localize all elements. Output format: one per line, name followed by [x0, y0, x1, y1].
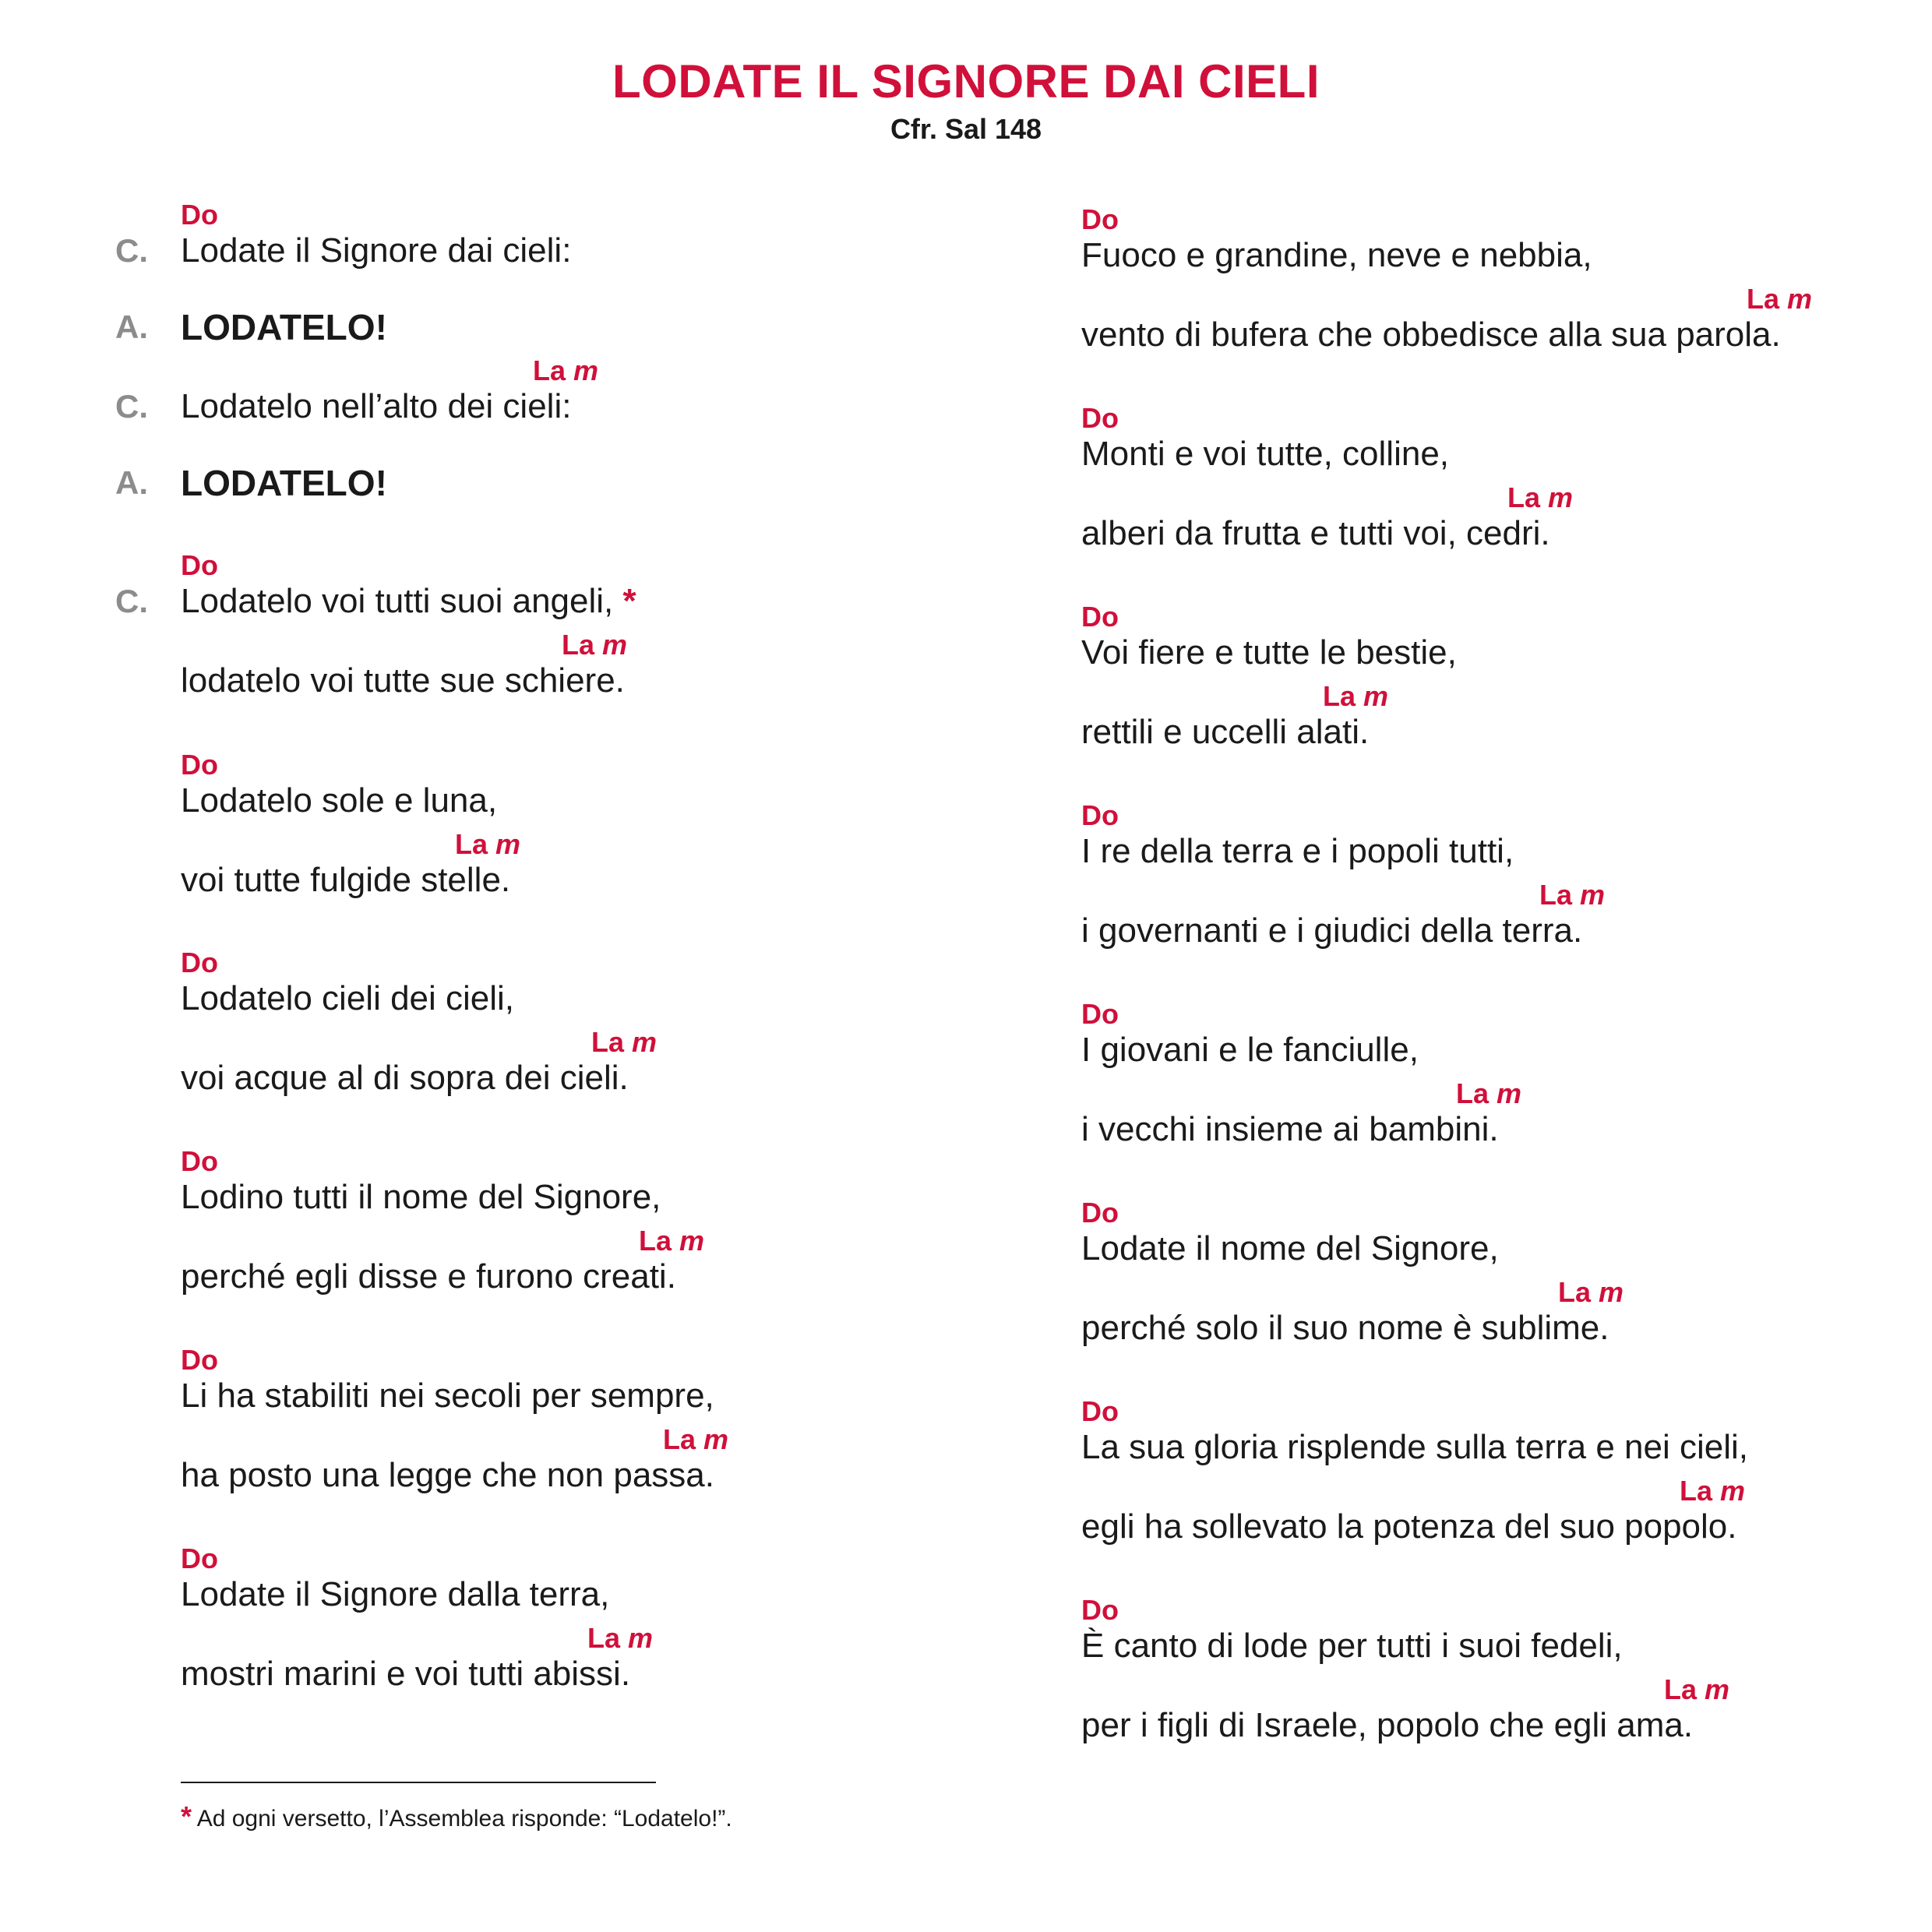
chord-root: La	[1558, 1276, 1592, 1308]
chord-minor-suffix: m	[703, 1423, 729, 1455]
verse-line-text: Lodatelo voi tutti suoi angeli,	[181, 582, 614, 620]
chord-do: Do	[1081, 998, 1119, 1030]
chord-minor-suffix: m	[1548, 481, 1574, 513]
chord-la-minor	[591, 1027, 657, 1058]
verse-line: ha posto una legge che non passa.	[181, 1456, 714, 1494]
chord-do: Do	[181, 199, 218, 231]
verse-line: Lodatelo sole e luna,	[181, 781, 498, 820]
verse-line: Monti e voi tutte, colline,	[1081, 435, 1450, 473]
footnote-text: Ad ogni versetto, l’Assemblea risponde: “Lodatelo!”.	[196, 1806, 732, 1832]
chord-do: Do	[181, 749, 218, 781]
role-assembly: A.	[115, 308, 148, 345]
chord-root: La	[1507, 481, 1541, 513]
chord-minor-suffix: m	[1363, 680, 1389, 712]
verse-line: i governanti e i giudici della terra.	[1081, 911, 1583, 950]
chord-do: Do	[1081, 203, 1119, 235]
verse-line: Lodate il Signore dalla terra,	[181, 1575, 610, 1613]
verse-line: È canto di lode per tutti i suoi fedeli,	[1081, 1627, 1623, 1665]
chord-la-minor	[1747, 284, 1812, 315]
assembly-response: LODATELO!	[181, 463, 387, 503]
chord-minor-suffix: m	[602, 629, 628, 661]
verse-line: Fuoco e grandine, neve e nebbia,	[1081, 236, 1592, 274]
verse-line: vento di bufera che obbedisce alla sua parola.	[1081, 316, 1781, 354]
song-header	[0, 55, 1932, 146]
chord-do: Do	[181, 947, 218, 978]
chord-minor-suffix: m	[1580, 879, 1606, 911]
verse-line: lodatelo voi tutte sue schiere.	[181, 661, 625, 700]
chord-minor-suffix: m	[1720, 1475, 1746, 1507]
chord-root: La	[1680, 1475, 1713, 1507]
verse-line: alberi da frutta e tutti voi, cedri.	[1081, 514, 1550, 552]
chord-do: Do	[181, 1145, 218, 1177]
verse-line: mostri marini e voi tutti abissi.	[181, 1655, 631, 1693]
verse-line: I re della terra e i popoli tutti,	[1081, 832, 1514, 870]
role-cantor: C.	[115, 583, 148, 619]
chord-do: Do	[181, 1542, 218, 1574]
chord-do: Do	[181, 549, 218, 581]
chord-root: La	[587, 1622, 621, 1654]
verse-line: Voi fiere e tutte le bestie,	[1081, 633, 1457, 672]
chord-do: Do	[1081, 1197, 1119, 1229]
verse-line: Lodatelo nell’alto dei cieli:	[181, 387, 572, 425]
chord-minor-suffix: m	[628, 1622, 654, 1654]
chord-root: La	[591, 1026, 625, 1058]
footnote	[181, 1802, 732, 1834]
verse-line: Lodate il Signore dai cieli:	[181, 231, 572, 270]
verse-line: Lodatelo cieli dei cieli,	[181, 979, 515, 1017]
chord-do: Do	[1081, 601, 1119, 633]
verse-line: i vecchi insieme ai bambini.	[1081, 1110, 1499, 1148]
chord-root: La	[455, 828, 488, 860]
song-title: LODATE IL SIGNORE DAI CIELI	[612, 55, 1320, 108]
chord-minor-suffix: m	[679, 1225, 705, 1257]
chord-root: La	[562, 629, 595, 661]
chord-minor-suffix: m	[495, 828, 521, 860]
chord-do: Do	[1081, 402, 1119, 434]
chord-minor-suffix: m	[573, 354, 599, 386]
chord-la-minor	[1507, 482, 1573, 513]
chord-do: Do	[1081, 1594, 1119, 1626]
footnote-asterisk: *	[181, 1800, 192, 1832]
verse-line: Li ha stabiliti nei secoli per sempre,	[181, 1377, 714, 1415]
verse-line: voi tutte fulgide stelle.	[181, 861, 511, 899]
role-assembly: A.	[115, 464, 148, 501]
chord-la-minor	[663, 1424, 728, 1455]
chord-root: La	[639, 1225, 672, 1257]
chord-root: La	[1747, 283, 1780, 315]
assembly-response: LODATELO!	[181, 307, 387, 347]
footnote-asterisk: *	[622, 582, 636, 620]
verse-line: Lodate il nome del Signore,	[1081, 1229, 1499, 1267]
verse-line: perché solo il suo nome è sublime.	[1081, 1309, 1609, 1347]
chord-root: La	[1664, 1673, 1698, 1705]
chord-do: Do	[1081, 799, 1119, 831]
chord-la-minor	[562, 629, 627, 661]
chord-la-minor	[1664, 1674, 1729, 1705]
chord-la-minor	[1558, 1277, 1624, 1308]
verse-line: La sua gloria risplende sulla terra e nei cieli,	[1081, 1428, 1749, 1466]
psalm-reference: Cfr. Sal 148	[890, 113, 1042, 145]
chord-root: La	[1539, 879, 1573, 911]
chord-la-minor	[1680, 1475, 1745, 1507]
chord-la-minor	[1323, 681, 1388, 712]
chord-la-minor	[455, 829, 520, 860]
verse-line: egli ha sollevato la potenza del suo popolo.	[1081, 1507, 1737, 1546]
verse-line: I giovani e le fanciulle,	[1081, 1031, 1419, 1069]
chord-do: Do	[1081, 1395, 1119, 1427]
role-cantor: C.	[115, 232, 148, 269]
footnote-divider	[181, 1782, 656, 1783]
chord-minor-suffix: m	[1599, 1276, 1624, 1308]
verse-line	[181, 581, 636, 622]
chord-la-minor	[1456, 1078, 1521, 1109]
chord-la-minor	[1539, 880, 1605, 911]
verse-line: rettili e uccelli alati.	[1081, 713, 1370, 751]
chord-root: La	[663, 1423, 696, 1455]
chord-la-minor	[639, 1225, 704, 1257]
verse-line: perché egli disse e furono creati.	[181, 1257, 676, 1296]
chord-minor-suffix: m	[1787, 283, 1813, 315]
chord-root: La	[1456, 1077, 1490, 1109]
verse-line: voi acque al di sopra dei cieli.	[181, 1059, 629, 1097]
chord-root: La	[1323, 680, 1356, 712]
chord-la-minor	[533, 355, 598, 386]
chord-minor-suffix: m	[1497, 1077, 1522, 1109]
chord-root: La	[533, 354, 566, 386]
verse-line: per i figli di Israele, popolo che egli ama.	[1081, 1706, 1694, 1744]
verse-line: Lodino tutti il nome del Signore,	[181, 1178, 661, 1216]
chord-minor-suffix: m	[632, 1026, 658, 1058]
chord-do: Do	[181, 1344, 218, 1376]
chord-la-minor	[587, 1623, 653, 1654]
chord-minor-suffix: m	[1705, 1673, 1730, 1705]
role-cantor: C.	[115, 388, 148, 425]
